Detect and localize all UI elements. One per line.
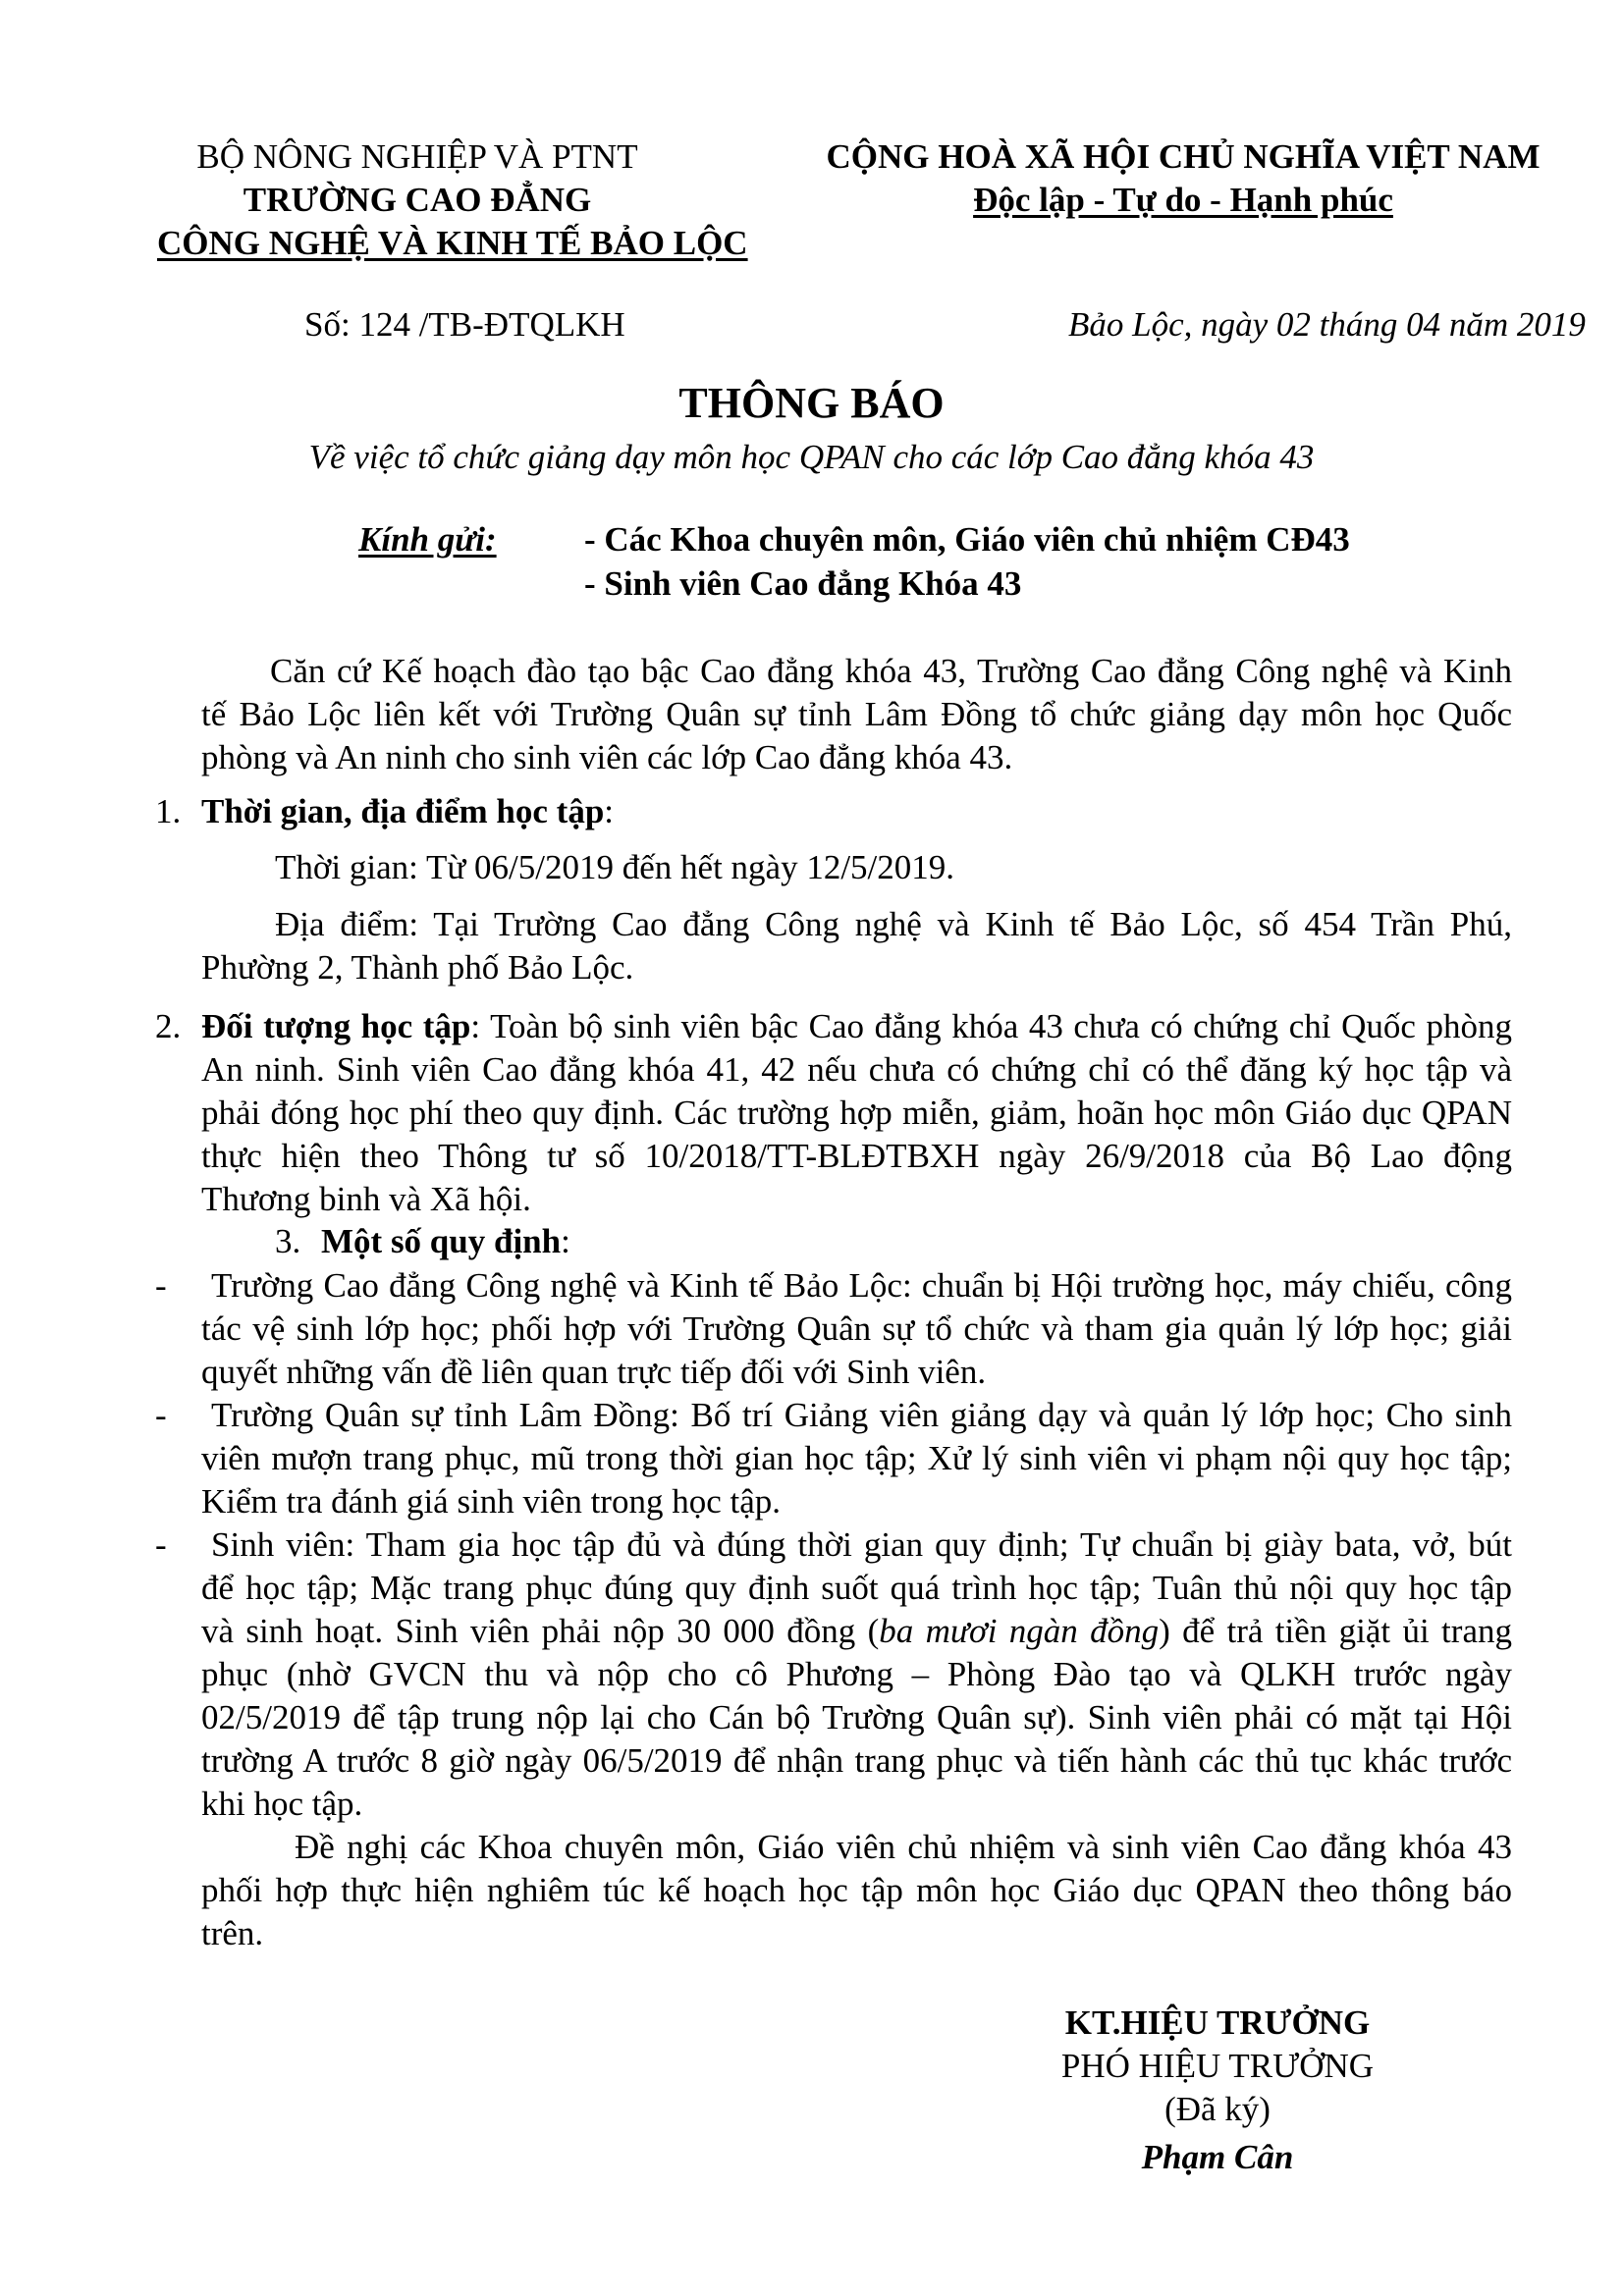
rule-2-line-3: Kiểm tra đánh giá sinh viên trong học tập.	[201, 1482, 781, 1521]
bullet-dash-3: -	[155, 1525, 167, 1564]
rule-2-line-1: Trường Quân sự tỉnh Lâm Đồng: Bố trí Giảng viên giảng dạy và quản lý lớp học; Cho sinh	[211, 1396, 1512, 1434]
signatory-name: Phạm Cân	[1141, 2138, 1294, 2176]
section-2-number: 2.	[155, 1007, 182, 1045]
closing-paragraph	[201, 1826, 1512, 1955]
section-3-heading-line	[321, 1220, 570, 1263]
section-1-heading-line	[201, 790, 614, 833]
national-motto-text: Độc lập - Tự do - Hạnh phúc	[973, 181, 1393, 219]
section-1-number: 1.	[155, 792, 182, 830]
section-3-number: 3.	[275, 1222, 301, 1260]
recipient-line-2: - Sinh viên Cao đẳng Khóa 43	[584, 564, 1022, 603]
signature-position: PHÓ HIỆU TRƯỞNG	[1060, 2047, 1375, 2085]
school-name-line2-text: CÔNG NGHỆ VÀ KINH TẾ BẢO LỘC	[157, 224, 748, 262]
intro-line-1: Căn cứ Kế hoạch đào tạo bậc Cao đẳng khóa 43, Trường Cao đẳng Công nghệ và Kinh	[270, 652, 1512, 690]
section-2-line-2: An ninh. Sinh viên Cao đẳng khóa 41, 42 nếu chưa có chứng chỉ có thể đăng ký học tập và	[201, 1050, 1512, 1089]
ministry-name: BỘ NÔNG NGHIỆP VÀ PTNT	[196, 137, 638, 176]
section-2-line-3: phải đóng học phí theo quy định. Các trường hợp miễn, giảm, hoãn học môn Giáo dục QPAN	[201, 1094, 1512, 1132]
school-name-line1: TRƯỜNG CAO ĐẲNG	[243, 181, 592, 219]
rule-3-line-5: 02/5/2019 để tập trung nộp lại cho Cán bộ Trường Quân sự). Sinh viên phải có mặt tại Hội	[201, 1698, 1512, 1736]
section-2-line-1	[201, 1005, 1512, 1048]
recipient-line-1: - Các Khoa chuyên môn, Giáo viên chủ nhiệm CĐ43	[584, 520, 1350, 559]
intro-line-2: tế Bảo Lộc liên kết với Trường Quân sự tỉnh Lâm Đồng tổ chức giảng dạy môn học Quốc	[201, 695, 1512, 733]
section-1-heading: Thời gian, địa điểm học tập	[201, 792, 605, 830]
rule-item-2	[201, 1394, 1512, 1523]
intro-line-3: phòng và An ninh cho sinh viên các lớp Cao đẳng khóa 43.	[201, 738, 1013, 776]
section-2-line-1-rest: : Toàn bộ sinh viên bậc Cao đẳng khóa 43 chưa có chứng chỉ Quốc phòng	[470, 1007, 1512, 1045]
section-1-time: Thời gian: Từ 06/5/2019 đến hết ngày 12/5/2019.	[275, 848, 955, 886]
closing-line-2: phối hợp thực hiện nghiêm túc kế hoạch học tập môn học Giáo dục QPAN theo thông báo	[201, 1871, 1512, 1909]
section-3-heading: Một số quy định	[321, 1222, 562, 1260]
rule-3-amount-words: ba mươi ngàn đồng	[879, 1612, 1160, 1650]
rule-3-line-1: Sinh viên: Tham gia học tập đủ và đúng thời gian quy định; Tự chuẩn bị giày bata, vở, bút	[211, 1525, 1512, 1564]
rule-1-line-2: tác vệ sinh lớp học; phối hợp với Trường Quân sự tổ chức và tham gia quản lý lớp học; giải	[201, 1309, 1512, 1348]
document-date: Bảo Lộc, ngày 02 tháng 04 năm 2019	[1068, 305, 1586, 344]
bullet-dash-2: -	[155, 1396, 167, 1434]
recipients-label-text: Kính gửi:	[358, 520, 497, 559]
closing-line-3: trên.	[201, 1914, 264, 1952]
rule-item-3	[201, 1523, 1512, 1826]
section-2-paragraph	[201, 1005, 1512, 1221]
rule-3-line-7: khi học tập.	[201, 1785, 363, 1823]
national-title: CỘNG HOÀ XÃ HỘI CHỦ NGHĨA VIỆT NAM	[826, 137, 1541, 176]
document-title: THÔNG BÁO	[678, 379, 945, 427]
intro-paragraph	[201, 650, 1512, 779]
place-line-2: Phường 2, Thành phố Bảo Lộc.	[201, 948, 634, 987]
signature-status: (Đã ký)	[1164, 2090, 1271, 2128]
rule-1-line-3: quyết những vấn đề liên quan trực tiếp đối với Sinh viên.	[201, 1353, 987, 1391]
section-2-line-4: thực hiện theo Thông tư số 10/2018/TT-BLĐTBXH ngày 26/9/2018 của Bộ Lao động	[201, 1137, 1512, 1175]
national-motto	[810, 179, 1556, 222]
bullet-dash-1: -	[155, 1266, 167, 1305]
signature-title: KT.HIỆU TRƯỞNG	[1064, 2003, 1371, 2042]
rule-3-line-3-pre: và sinh hoạt. Sinh viên phải nộp 30 000 đồng (	[201, 1612, 880, 1650]
recipients-label	[358, 518, 497, 561]
rule-2-line-2: viên mượn trang phục, mũ trong thời gian học tập; Xử lý sinh viên vi phạm nội quy học tập;	[201, 1439, 1512, 1477]
rule-3-line-4: phục (nhờ GVCN thu và nộp cho cô Phương – Phòng Đào tạo và QLKH trước ngày	[201, 1655, 1512, 1693]
rule-3-line-6: trường A trước 8 giờ ngày 06/5/2019 để nhận trang phục và tiến hành các thủ tục khác trước	[201, 1741, 1512, 1780]
document-number: Số: 124 /TB-ĐTQLKH	[304, 305, 625, 344]
closing-line-1: Đề nghị các Khoa chuyên môn, Giáo viên chủ nhiệm và sinh viên Cao đẳng khóa 43	[295, 1828, 1512, 1866]
school-name-line2	[157, 222, 748, 265]
rule-3-line-3-post: ) để trả tiền giặt ủi trang	[1159, 1612, 1512, 1650]
section-2-line-5: Thương binh và Xã hội.	[201, 1180, 531, 1218]
section-3-colon: :	[561, 1222, 570, 1260]
rule-3-line-3	[201, 1610, 1512, 1653]
section-1-colon: :	[604, 792, 615, 830]
document-subtitle: Về việc tổ chức giảng dạy môn học QPAN cho các lớp Cao đẳng khóa 43	[308, 438, 1315, 476]
rule-1-line-1: Trường Cao đẳng Công nghệ và Kinh tế Bảo Lộc: chuẩn bị Hội trường học, máy chiếu, công	[211, 1266, 1512, 1305]
section-1-place	[201, 903, 1512, 989]
section-2-heading: Đối tượng học tập	[201, 1007, 471, 1045]
place-line-1: Địa điểm: Tại Trường Cao đẳng Công nghệ và Kinh tế Bảo Lộc, số 454 Trần Phú,	[275, 905, 1512, 943]
rule-3-line-2: để học tập; Mặc trang phục đúng quy định suốt quá trình học tập; Tuân thủ nội quy học tập	[201, 1569, 1512, 1607]
rule-item-1	[201, 1264, 1512, 1394]
